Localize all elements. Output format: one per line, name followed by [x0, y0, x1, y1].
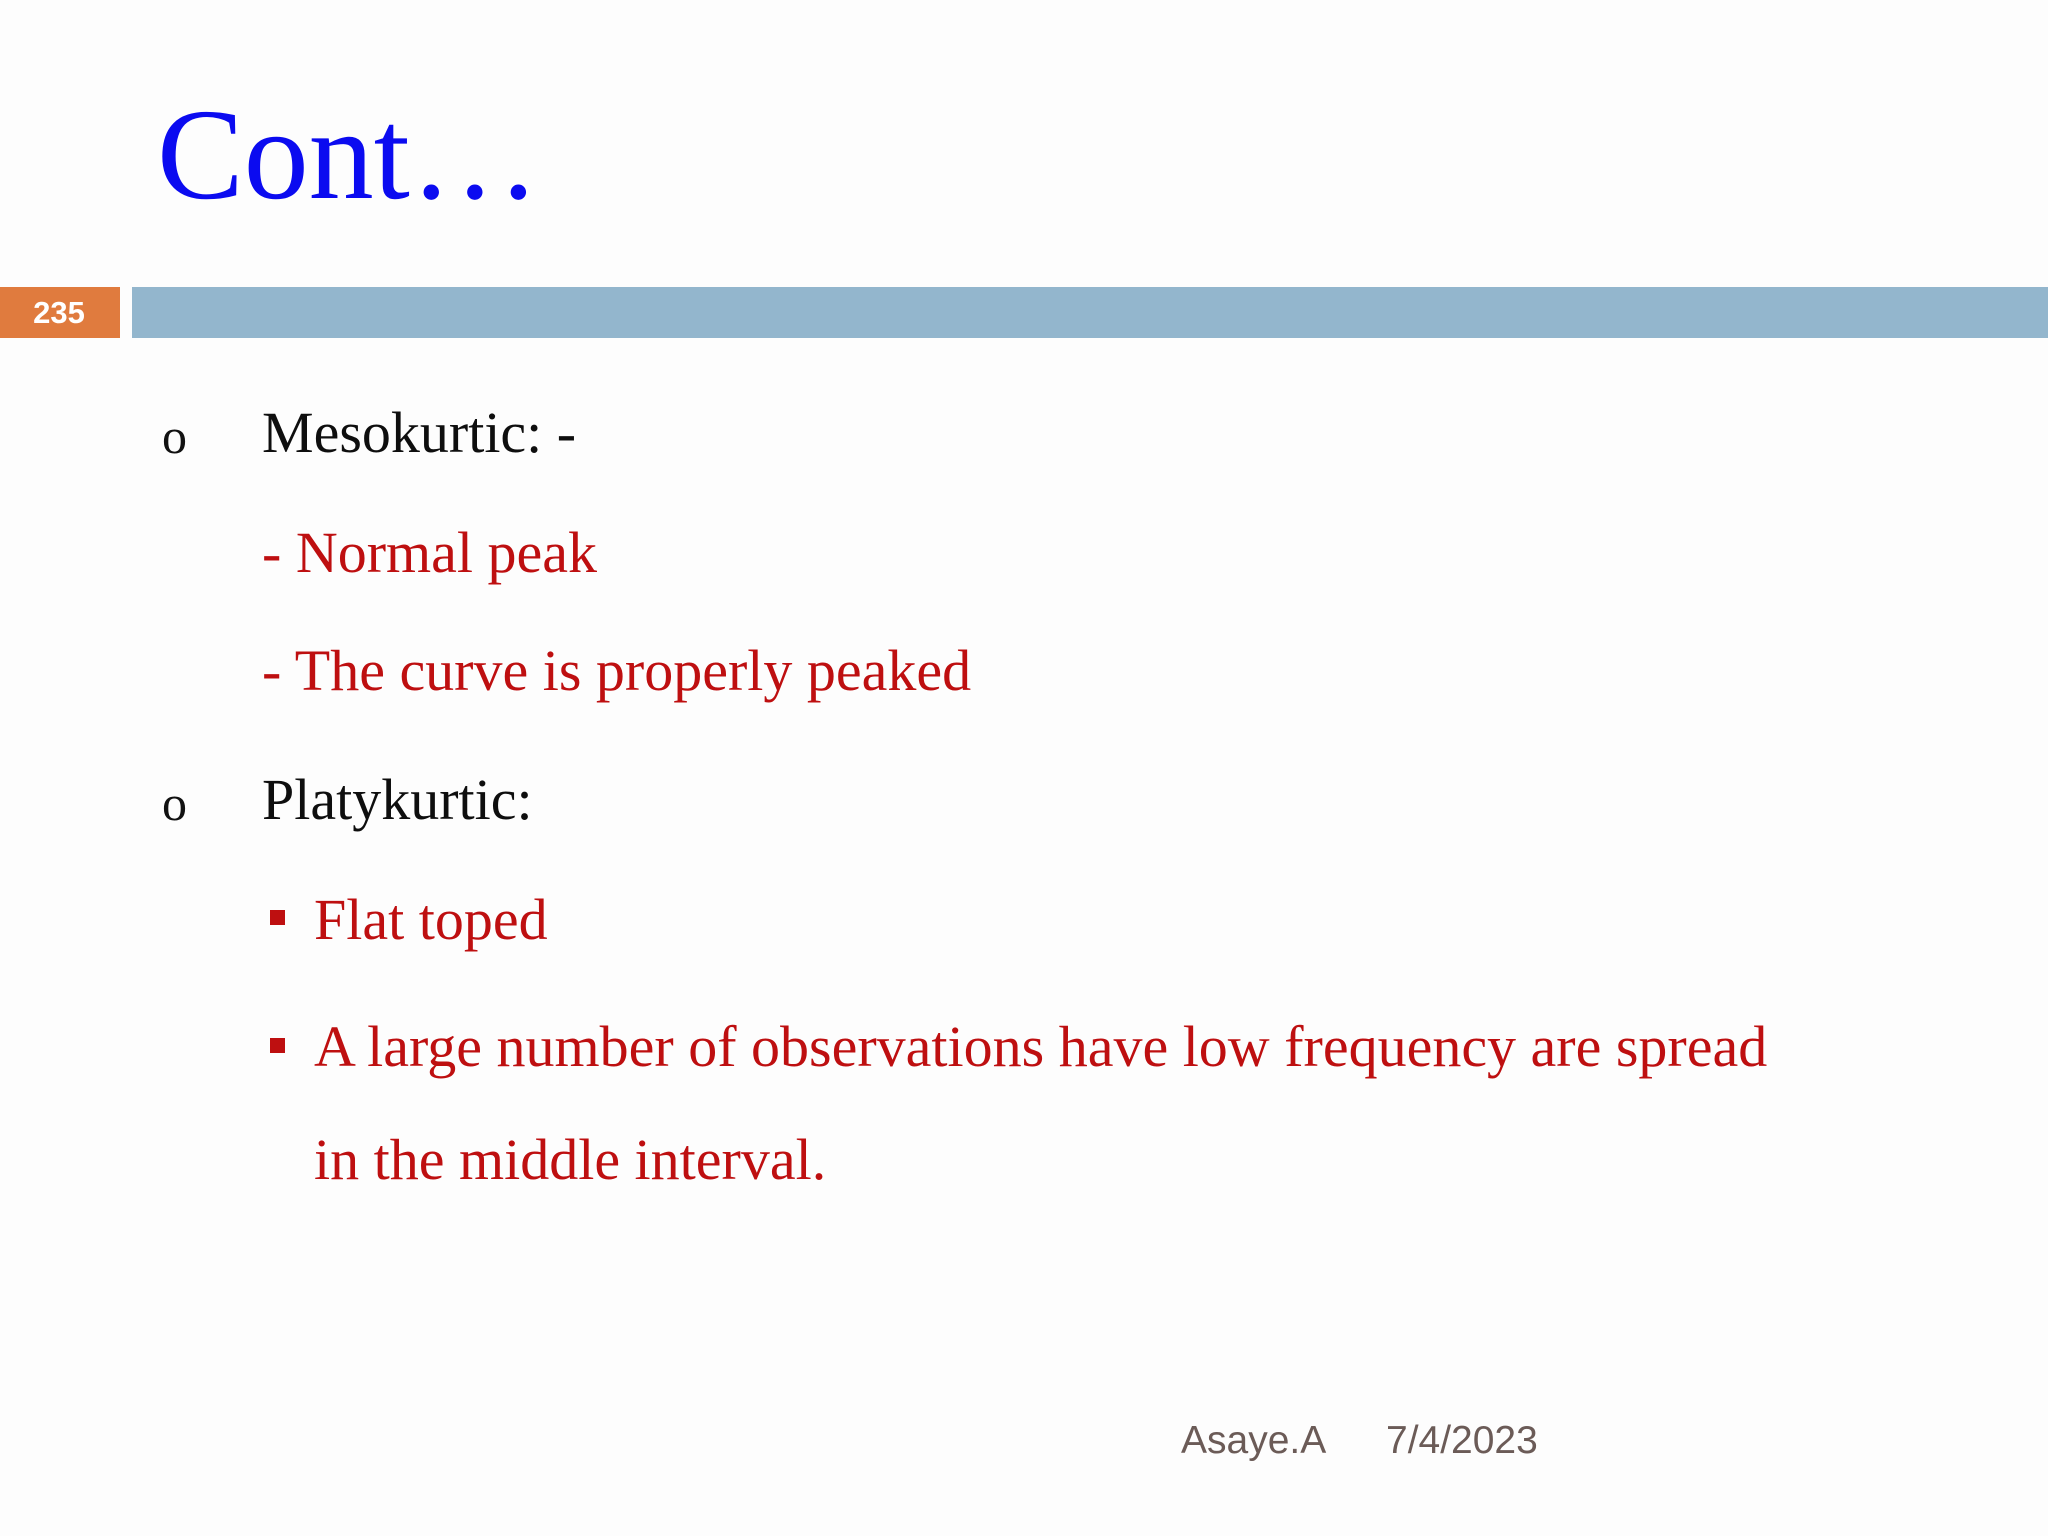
platykurtic-point-low-frequency: A large number of observations have low frequency are spread — [314, 1014, 1768, 1079]
header-divider-bar — [132, 287, 2048, 338]
page-number-badge: 235 — [0, 287, 120, 338]
platykurtic-heading: Platykurtic: — [262, 767, 533, 832]
footer-date: 7/4/2023 — [1386, 1419, 1538, 1462]
platykurtic-point-middle-interval: in the middle interval. — [314, 1127, 827, 1192]
slide-title: Cont… — [157, 83, 540, 227]
square-bullet-icon — [270, 1038, 285, 1053]
platykurtic-point-flat-toped: Flat toped — [314, 887, 548, 952]
mesokurtic-point-properly-peaked: - The curve is properly peaked — [262, 638, 972, 703]
circle-bullet-icon: o — [162, 408, 187, 464]
mesokurtic-point-normal-peak: - Normal peak — [262, 520, 597, 585]
footer-author: Asaye.A — [1181, 1419, 1327, 1462]
mesokurtic-heading: Mesokurtic: - — [262, 400, 577, 465]
square-bullet-icon — [270, 910, 285, 925]
circle-bullet-icon: o — [162, 775, 187, 831]
